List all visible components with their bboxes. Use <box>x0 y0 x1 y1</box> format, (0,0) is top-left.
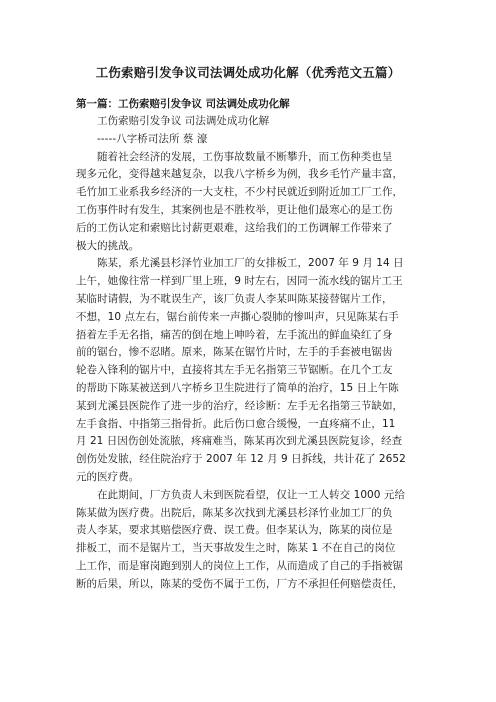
body-line: 的帮助下陈某被送到八字桥乡卫生院进行了简单的治疗，15 日上午陈 <box>76 381 399 394</box>
body-line: 在此期间，厂方负责人未到医院看望，仅让一工人转交 1000 元给 <box>97 488 405 501</box>
body-line: 后的工伤认定和索赔比讨薪更艰难，这给我们的工伤调解工作带来了 <box>76 221 393 234</box>
section-heading: 第一篇：工伤索赔引发争议 司法调处成功化解 <box>76 98 290 110</box>
body-line: 元的医疗费。 <box>76 470 140 483</box>
author-line: -----八字桥司法所 蔡 濠 <box>97 132 208 145</box>
body-line: 陈某，系尤溪县杉泽竹业加工厂的女排板工，2007 年 9 月 14 日 <box>97 257 404 270</box>
body-line: 排板工，而不是锯片工，当天事故发生之时，陈某 1 不在自己的岗位 <box>76 542 396 555</box>
body-line: 轮卷入锋利的锯片中，直接将其左手无名指第三节锯断。在几个工友 <box>76 364 393 377</box>
body-line: 某到尤溪县医院作了进一步的治疗，经诊断：左手无名指第三节缺如， <box>76 399 404 412</box>
body-line: 毛竹加工业系我乡经济的一大支柱，不少村民就近到附近加工厂工作， <box>76 186 404 199</box>
body-line: 不想，10 点左右，锯台前传来一声撕心裂肺的惨叫声，只见陈某右手 <box>76 310 399 323</box>
body-line: 上午，她像往常一样到厂里上班，9 时左右，因同一流水线的锯片工王 <box>76 275 403 288</box>
body-line: 现多元化，变得越来越复杂，以我八字桥乡为例，我乡毛竹产量丰富， <box>76 168 404 181</box>
body-line: 捂着左手无名指，痛苦的倒在地上呻吟着，左手流出的鲜血染红了身 <box>76 328 393 341</box>
body-line: 陈某做为医疗费。出院后，陈某多次找到尤溪县杉泽竹业加工厂的负 <box>76 506 393 519</box>
body-line: 工伤事件时有发生，其案例也是不胜枚举，更让他们最寒心的是工伤 <box>76 203 393 216</box>
body-line: 工伤索赔引发争议 司法调处成功化解 <box>97 115 270 127</box>
body-line: 创伤处发脓，经住院治疗于 2007 年 12 月 9 日拆线，共计花了 2652 <box>76 453 406 466</box>
body-line: 责人李某，要求其赔偿医疗费、误工费。但李某认为，陈某的岗位是 <box>76 524 393 537</box>
body-line: 极大的挑战。 <box>76 239 140 252</box>
body-line: 前的锯台，惨不忍睹。原来，陈某在锯竹片时，左手的手套被电锯齿 <box>76 346 393 359</box>
body-line: 某临时请假，为不耽误生产，该厂负责人李某叫陈某接替锯片工作， <box>76 292 393 305</box>
body-line: 左手食指、中指第三指骨折。此后伤口愈合缓慢，一直疼痛不止，11 <box>76 417 396 430</box>
body-line: 上工作，而是窜岗跑到别人的岗位上工作，从而造成了自己的手指被锯 <box>76 559 404 572</box>
body-line: 随着社会经济的发展，工伤事故数量不断攀升，而工伤种类也呈 <box>97 150 393 163</box>
body-line: 月 21 日因伤创处流脓，疼痛难当，陈某再次到尤溪县医院复诊，经查 <box>76 435 403 448</box>
document-title: 工伤索赔引发争议司法调处成功化解（优秀范文五篇） <box>95 65 401 80</box>
document-body <box>76 113 420 594</box>
body-line: 断的后果，所以，陈某的受伤不属于工伤，厂方不承担任何赔偿责任， <box>76 577 404 590</box>
